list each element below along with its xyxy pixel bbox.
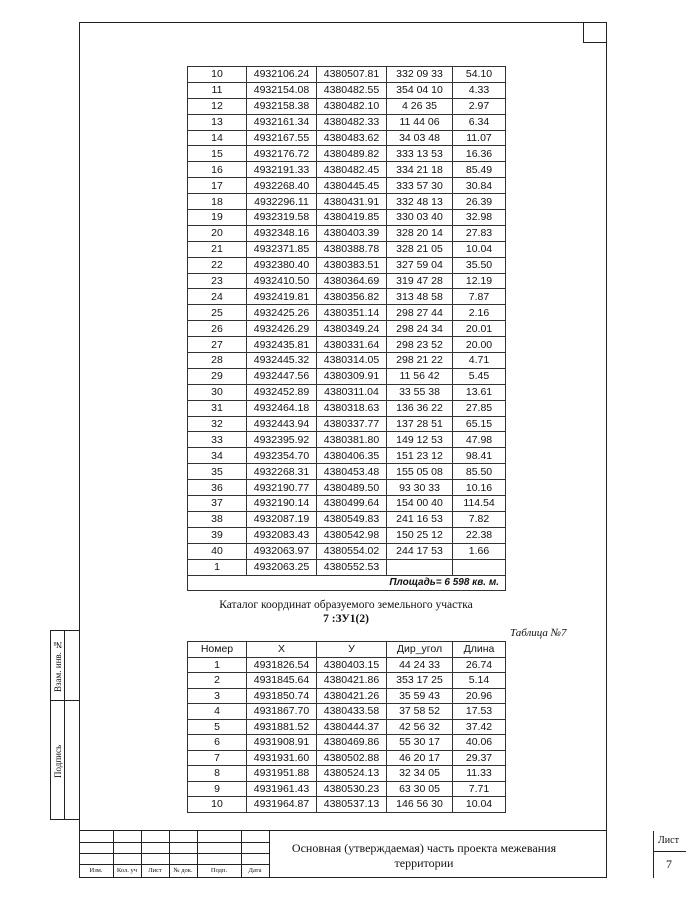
table-row	[188, 273, 506, 289]
coord-x: 4932268.31	[247, 464, 317, 480]
header-length: Длина	[453, 642, 506, 658]
segment-length: 30.84	[453, 178, 506, 194]
table-row	[188, 321, 506, 337]
direction-angle: 298 27 44	[387, 305, 453, 321]
table-row	[188, 98, 506, 114]
table-row	[188, 67, 506, 83]
table-row	[188, 480, 506, 496]
coord-x: 4931881.52	[247, 719, 317, 735]
coord-y: 4380445.45	[317, 178, 387, 194]
document-title-line1: Основная (утверждаемая) часть проекта межевания	[291, 841, 557, 855]
sheet-box-hline	[653, 851, 686, 852]
coord-y: 4380403.15	[317, 657, 387, 673]
coordinates-table-top	[187, 66, 506, 591]
stamp-header-date: Дата	[248, 867, 262, 874]
coord-y: 4380482.33	[317, 114, 387, 130]
segment-length: 12.19	[453, 273, 506, 289]
segment-length: 6.34	[453, 114, 506, 130]
table-row	[188, 496, 506, 512]
coord-y: 4380383.51	[317, 257, 387, 273]
point-number: 7	[188, 750, 247, 766]
coord-x: 4931961.43	[247, 781, 317, 797]
direction-angle: 63 30 05	[387, 781, 453, 797]
segment-length: 27.85	[453, 400, 506, 416]
point-number: 19	[188, 210, 247, 226]
segment-length: 20.96	[453, 688, 506, 704]
coord-y: 4380309.91	[317, 368, 387, 384]
coord-x: 4932426.29	[247, 321, 317, 337]
coord-y: 4380403.39	[317, 225, 387, 241]
point-number: 12	[188, 98, 247, 114]
table-row	[188, 766, 506, 782]
table-header-row	[188, 642, 506, 658]
coord-y: 4380524.13	[317, 766, 387, 782]
segment-length: 11.33	[453, 766, 506, 782]
stamp-header-podp: Подп.	[210, 867, 228, 874]
coord-y: 4380482.45	[317, 162, 387, 178]
coord-y: 4380482.55	[317, 82, 387, 98]
coord-x: 4932176.72	[247, 146, 317, 162]
point-number: 2	[188, 673, 247, 689]
table-number-label: Таблица №7	[510, 627, 567, 639]
table-row	[188, 114, 506, 130]
segment-length: 5.14	[453, 673, 506, 689]
direction-angle: 55 30 17	[387, 735, 453, 751]
point-number: 17	[188, 178, 247, 194]
area-row	[188, 575, 506, 591]
catalog-title-block	[187, 598, 505, 626]
point-number: 25	[188, 305, 247, 321]
segment-length: 7.71	[453, 781, 506, 797]
sheet-box-divider	[653, 831, 654, 878]
coord-y: 4380549.83	[317, 511, 387, 527]
stamp-header-doc-number: № док.	[173, 867, 193, 874]
side-stamp-vzam-row	[51, 631, 79, 701]
direction-angle: 313 48 58	[387, 289, 453, 305]
direction-angle: 33 55 38	[387, 384, 453, 400]
table-row	[188, 432, 506, 448]
coord-y: 4380554.02	[317, 543, 387, 559]
direction-angle: 151 23 12	[387, 448, 453, 464]
coord-x: 4932354.70	[247, 448, 317, 464]
table-row	[188, 162, 506, 178]
coord-y: 4380388.78	[317, 241, 387, 257]
segment-length: 13.61	[453, 384, 506, 400]
coord-x: 4932410.50	[247, 273, 317, 289]
segment-length: 2.97	[453, 98, 506, 114]
table-row	[188, 384, 506, 400]
segment-length: 10.04	[453, 797, 506, 813]
document-title	[274, 841, 574, 871]
coord-x: 4932419.81	[247, 289, 317, 305]
coord-y: 4380542.98	[317, 527, 387, 543]
header-y: У	[317, 642, 387, 658]
coord-y: 4380507.81	[317, 67, 387, 83]
point-number: 6	[188, 735, 247, 751]
point-number: 33	[188, 432, 247, 448]
coord-y: 4380489.82	[317, 146, 387, 162]
coord-x: 4932447.56	[247, 368, 317, 384]
header-x: X	[247, 642, 317, 658]
segment-length: 26.39	[453, 194, 506, 210]
coord-y: 4380331.64	[317, 337, 387, 353]
coord-x: 4932380.40	[247, 257, 317, 273]
coord-x: 4932296.11	[247, 194, 317, 210]
sheet-number: 7	[666, 857, 672, 871]
table-row	[188, 559, 506, 575]
coord-y: 4380552.53	[317, 559, 387, 575]
point-number: 26	[188, 321, 247, 337]
segment-length: 4.71	[453, 353, 506, 369]
table-row	[188, 82, 506, 98]
coord-y: 4380318.63	[317, 400, 387, 416]
segment-length: 40.06	[453, 735, 506, 751]
corner-box	[583, 22, 607, 43]
direction-angle: 244 17 53	[387, 543, 453, 559]
point-number: 39	[188, 527, 247, 543]
segment-length: 17.53	[453, 704, 506, 720]
table-row	[188, 735, 506, 751]
table-row	[188, 194, 506, 210]
point-number: 1	[188, 559, 247, 575]
coord-y: 4380419.85	[317, 210, 387, 226]
table-row	[188, 448, 506, 464]
table-row	[188, 130, 506, 146]
segment-length: 10.16	[453, 480, 506, 496]
coord-y: 4380364.69	[317, 273, 387, 289]
table-row	[188, 750, 506, 766]
segment-length: 98.41	[453, 448, 506, 464]
point-number: 5	[188, 719, 247, 735]
title-block	[79, 830, 679, 878]
segment-length: 37.42	[453, 719, 506, 735]
coord-y: 4380530.23	[317, 781, 387, 797]
title-block-grid	[79, 831, 269, 878]
segment-length: 47.98	[453, 432, 506, 448]
direction-angle: 37 58 52	[387, 704, 453, 720]
parcel-id: 7 :ЗУ1(2)	[323, 613, 369, 625]
direction-angle: 35 59 43	[387, 688, 453, 704]
direction-angle: 328 20 14	[387, 225, 453, 241]
direction-angle: 150 25 12	[387, 527, 453, 543]
coord-x: 4932158.38	[247, 98, 317, 114]
direction-angle: 146 56 30	[387, 797, 453, 813]
direction-angle: 136 36 22	[387, 400, 453, 416]
coordinates-table-top-body	[188, 67, 506, 576]
point-number: 34	[188, 448, 247, 464]
direction-angle: 334 21 18	[387, 162, 453, 178]
table-row	[188, 289, 506, 305]
point-number: 8	[188, 766, 247, 782]
coord-x: 4932190.77	[247, 480, 317, 496]
direction-angle: 319 47 28	[387, 273, 453, 289]
point-number: 9	[188, 781, 247, 797]
direction-angle: 298 24 34	[387, 321, 453, 337]
point-number: 24	[188, 289, 247, 305]
coord-x: 4932167.55	[247, 130, 317, 146]
coord-y: 4380469.86	[317, 735, 387, 751]
coord-x: 4931908.91	[247, 735, 317, 751]
coord-y: 4380431.91	[317, 194, 387, 210]
coord-y: 4380421.26	[317, 688, 387, 704]
table-row	[188, 400, 506, 416]
segment-length: 16.36	[453, 146, 506, 162]
direction-angle: 44 24 33	[387, 657, 453, 673]
segment-length: 7.82	[453, 511, 506, 527]
direction-angle: 298 21 22	[387, 353, 453, 369]
coord-y: 4380433.58	[317, 704, 387, 720]
table-row	[188, 704, 506, 720]
direction-angle: 11 44 06	[387, 114, 453, 130]
table-row	[188, 688, 506, 704]
segment-length: 27.83	[453, 225, 506, 241]
coord-y: 4380444.37	[317, 719, 387, 735]
table-row	[188, 241, 506, 257]
direction-angle: 327 59 04	[387, 257, 453, 273]
coord-x: 4931931.60	[247, 750, 317, 766]
direction-angle: 333 13 53	[387, 146, 453, 162]
point-number: 11	[188, 82, 247, 98]
point-number: 23	[188, 273, 247, 289]
direction-angle: 137 28 51	[387, 416, 453, 432]
direction-angle: 328 21 05	[387, 241, 453, 257]
coord-x: 4932435.81	[247, 337, 317, 353]
table-row	[188, 368, 506, 384]
segment-length: 29.37	[453, 750, 506, 766]
coord-x: 4931964.87	[247, 797, 317, 813]
direction-angle: 93 30 33	[387, 480, 453, 496]
coord-y: 4380537.13	[317, 797, 387, 813]
coord-x: 4932445.32	[247, 353, 317, 369]
direction-angle: 154 00 40	[387, 496, 453, 512]
coordinates-table-bottom-body	[188, 657, 506, 812]
point-number: 3	[188, 688, 247, 704]
coord-x: 4932371.85	[247, 241, 317, 257]
stamp-header-list: Лист	[148, 867, 162, 874]
coord-x: 4932443.94	[247, 416, 317, 432]
direction-angle: 32 34 05	[387, 766, 453, 782]
point-number: 29	[188, 368, 247, 384]
coord-y: 4380502.88	[317, 750, 387, 766]
coord-x: 4931845.64	[247, 673, 317, 689]
point-number: 22	[188, 257, 247, 273]
coord-y: 4380356.82	[317, 289, 387, 305]
header-direction-angle: Дир_угол	[387, 642, 453, 658]
table-row	[188, 353, 506, 369]
point-number: 18	[188, 194, 247, 210]
direction-angle: 333 57 30	[387, 178, 453, 194]
point-number: 32	[188, 416, 247, 432]
direction-angle: 353 17 25	[387, 673, 453, 689]
direction-angle: 332 48 13	[387, 194, 453, 210]
coord-x: 4932348.16	[247, 225, 317, 241]
point-number: 38	[188, 511, 247, 527]
direction-angle: 46 20 17	[387, 750, 453, 766]
coord-y: 4380406.35	[317, 448, 387, 464]
coord-x: 4932268.40	[247, 178, 317, 194]
coord-y: 4380483.62	[317, 130, 387, 146]
segment-length: 2.16	[453, 305, 506, 321]
segment-length: 7.87	[453, 289, 506, 305]
point-number: 13	[188, 114, 247, 130]
coord-y: 4380482.10	[317, 98, 387, 114]
coord-x: 4932063.25	[247, 559, 317, 575]
table-row	[188, 225, 506, 241]
segment-length: 22.38	[453, 527, 506, 543]
point-number: 16	[188, 162, 247, 178]
direction-angle: 11 56 42	[387, 368, 453, 384]
table-row	[188, 797, 506, 813]
segment-length: 114.54	[453, 496, 506, 512]
table-row	[188, 527, 506, 543]
segment-length: 65.15	[453, 416, 506, 432]
coord-x: 4932452.89	[247, 384, 317, 400]
coord-y: 4380453.48	[317, 464, 387, 480]
table-row	[188, 305, 506, 321]
table-row	[188, 210, 506, 226]
coord-x: 4932319.58	[247, 210, 317, 226]
point-number: 27	[188, 337, 247, 353]
coord-x: 4931951.88	[247, 766, 317, 782]
catalog-title: Каталог координат образуемого земельного участка	[219, 599, 473, 611]
coord-x: 4932191.33	[247, 162, 317, 178]
table-row	[188, 719, 506, 735]
segment-length	[453, 559, 506, 575]
coord-y: 4380314.05	[317, 353, 387, 369]
podpis-label: Подпись	[53, 744, 63, 778]
point-number: 40	[188, 543, 247, 559]
segment-length: 20.00	[453, 337, 506, 353]
segment-length: 20.01	[453, 321, 506, 337]
segment-length: 32.98	[453, 210, 506, 226]
coord-x: 4932161.34	[247, 114, 317, 130]
point-number: 4	[188, 704, 247, 720]
segment-length: 4.33	[453, 82, 506, 98]
direction-angle: 149 12 53	[387, 432, 453, 448]
direction-angle: 34 03 48	[387, 130, 453, 146]
point-number: 10	[188, 797, 247, 813]
direction-angle: 155 05 08	[387, 464, 453, 480]
point-number: 1	[188, 657, 247, 673]
sheet-label: Лист	[658, 835, 679, 846]
segment-length: 10.04	[453, 241, 506, 257]
point-number: 35	[188, 464, 247, 480]
coordinates-table-bottom	[187, 641, 506, 813]
table-row	[188, 464, 506, 480]
coord-x: 4932083.43	[247, 527, 317, 543]
segment-length: 1.66	[453, 543, 506, 559]
point-number: 37	[188, 496, 247, 512]
table-row	[188, 178, 506, 194]
coord-x: 4931850.74	[247, 688, 317, 704]
direction-angle: 298 23 52	[387, 337, 453, 353]
table-row	[188, 337, 506, 353]
segment-length: 85.49	[453, 162, 506, 178]
coord-y: 4380489.50	[317, 480, 387, 496]
table-row	[188, 416, 506, 432]
document-title-line2: территории	[394, 856, 454, 870]
side-stamp-divider	[64, 630, 65, 820]
table-row	[188, 657, 506, 673]
coord-y: 4380351.14	[317, 305, 387, 321]
segment-length: 35.50	[453, 257, 506, 273]
vzam-label: Взам. инв. №	[53, 639, 63, 693]
area-value: Площадь= 6 598 кв. м.	[188, 575, 506, 591]
segment-length: 26.74	[453, 657, 506, 673]
coord-y: 4380349.24	[317, 321, 387, 337]
coord-x: 4931867.70	[247, 704, 317, 720]
coord-x: 4932464.18	[247, 400, 317, 416]
point-number: 28	[188, 353, 247, 369]
point-number: 21	[188, 241, 247, 257]
stamp-header-izm: Изм.	[89, 867, 103, 874]
direction-angle: 42 56 32	[387, 719, 453, 735]
direction-angle: 332 09 33	[387, 67, 453, 83]
segment-length: 5.45	[453, 368, 506, 384]
header-number: Номер	[188, 642, 247, 658]
table-row	[188, 511, 506, 527]
table-row	[188, 673, 506, 689]
coord-x: 4932190.14	[247, 496, 317, 512]
direction-angle: 330 03 40	[387, 210, 453, 226]
coord-x: 4931826.54	[247, 657, 317, 673]
point-number: 20	[188, 225, 247, 241]
coord-x: 4932063.97	[247, 543, 317, 559]
coord-x: 4932154.08	[247, 82, 317, 98]
direction-angle: 241 16 53	[387, 511, 453, 527]
direction-angle	[387, 559, 453, 575]
point-number: 10	[188, 67, 247, 83]
point-number: 15	[188, 146, 247, 162]
coord-y: 4380499.64	[317, 496, 387, 512]
coord-y: 4380381.80	[317, 432, 387, 448]
coord-x: 4932425.26	[247, 305, 317, 321]
table-row	[188, 543, 506, 559]
coord-y: 4380421.86	[317, 673, 387, 689]
side-stamp-podpis-row	[51, 701, 79, 821]
coord-y: 4380311.04	[317, 384, 387, 400]
coord-x: 4932106.24	[247, 67, 317, 83]
table-row	[188, 781, 506, 797]
segment-length: 54.10	[453, 67, 506, 83]
direction-angle: 354 04 10	[387, 82, 453, 98]
point-number: 36	[188, 480, 247, 496]
direction-angle: 4 26 35	[387, 98, 453, 114]
table-row	[188, 146, 506, 162]
segment-length: 11.07	[453, 130, 506, 146]
point-number: 31	[188, 400, 247, 416]
stamp-header-kol-uch: Кол. уч	[116, 867, 138, 874]
segment-length: 85.50	[453, 464, 506, 480]
point-number: 14	[188, 130, 247, 146]
coord-x: 4932087.19	[247, 511, 317, 527]
coord-y: 4380337.77	[317, 416, 387, 432]
table-row	[188, 257, 506, 273]
point-number: 30	[188, 384, 247, 400]
coord-x: 4932395.92	[247, 432, 317, 448]
